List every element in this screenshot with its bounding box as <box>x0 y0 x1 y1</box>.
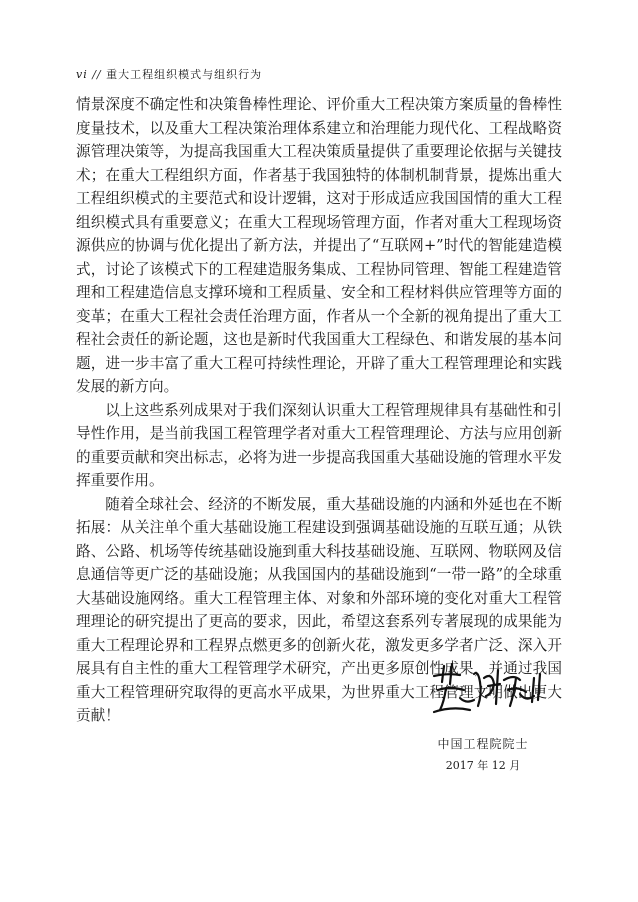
running-title: 重大工程组织模式与组织行为 <box>106 68 263 81</box>
handwritten-signature <box>430 660 550 722</box>
paragraph-2: 以上这些系列成果对于我们深刻认识重大工程管理规律具有基础性和引导性作用，是当前我国工程管理学者对重大工程管理理论、方法与应用创新的重要贡献和突出标志，必将为进一步提高我国重大基础设施的管理水平发挥重要作用。 <box>76 401 562 489</box>
page-number: vi // <box>76 68 102 81</box>
running-header <box>76 66 262 82</box>
body-text <box>76 93 562 728</box>
signature-date: 2017 年 12 月 <box>445 759 521 772</box>
signature-title: 中国工程院院士 <box>437 737 529 751</box>
paragraph-1: 情景深度不确定性和决策鲁棒性理论、评价重大工程决策方案质量的鲁棒性度量技术，以及重大工程决策治理体系建立和治理能力现代化、工程战略资源管理决策等，为提高我国重大工程决策质量提供了重要理论依据与关键技术；在重大工程组织方面，作者基于我国独特的体制机制背景，提炼出重大工程组织模式的主要范式和设计逻辑，这对于形成适应我国国情的重大工程组织模式具有重要意义；在重大工程现场管理方面，作者对重大工程现场资源供应的协调与优化提出了新方法，并提出了“互联网+”时代的智能建造模式，讨论了该模式下的工程建造服务集成、工程协同管理、智能工程建造管理和工程建造信息支撑环境和工程质量、安全和工程材料供应管理等方面的变革；在重大工程社会责任治理方面，作者从一个全新的视角提出了重大工程社会责任的新论题，这也是新时代我国重大工程绿色、和谐发展的基本问题，进一步丰富了重大工程可持续性理论，开辟了重大工程管理理论和实践发展的新方向。 <box>76 96 562 395</box>
paragraph-3: 随着全球社会、经济的不断发展，重大基础设施的内涵和外延也在不断拓展：从关注单个重大基础设施工程建设到强调基础设施的互联互通；从铁路、公路、机场等传统基础设施到重大科技基础设施、互联网、物联网及信息通信等更广泛的基础设施；从我国国内的基础设施到“一带一路”的全球重大基础设施网络。重大工程管理主体、对象和外部环境的变化对重大工程管理理论的研究提出了更高的要求，因此，希望这套系列专著展现的成果能为重大工程理论界和工程界点燃更多的创新火花，激发更多学者广泛、深入开展具有自主性的重大工程管理学术研究，产出更多原创性成果，并通过我国重大工程管理研究取得的更高水平成果，为世界重大工程管理文明做出更大贡献！ <box>76 495 562 724</box>
